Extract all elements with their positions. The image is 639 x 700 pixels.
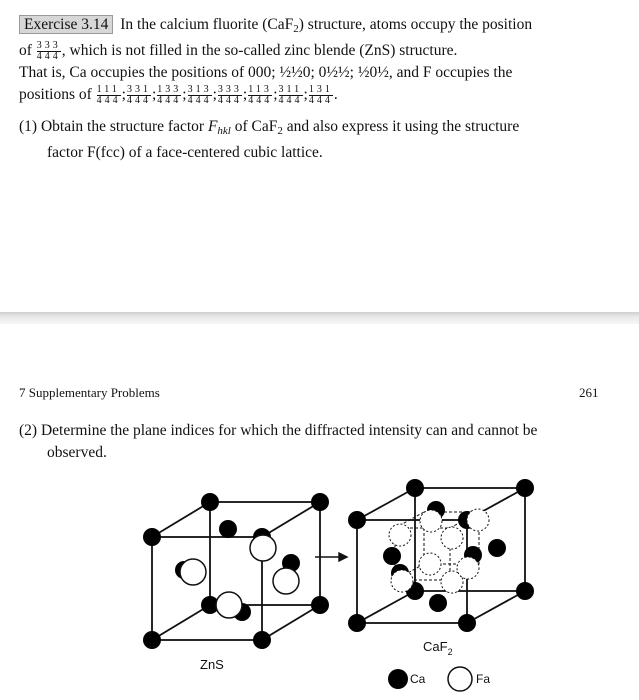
fa-atom [180, 559, 206, 585]
f-position-fraction: $\frac{113}{444}$ [248, 83, 273, 106]
position-fraction: $\frac{333}{444}$ [36, 39, 61, 62]
fa-atom [391, 570, 413, 592]
ca-atom [458, 614, 476, 632]
caf2-label: CaF$_2$ [423, 639, 453, 657]
ca-atom [406, 479, 424, 497]
f-position-fraction: $\frac{311}{444}$ [278, 83, 303, 106]
zns-label: ZnS [200, 657, 224, 672]
f-position-fraction: $\frac{333}{444}$ [217, 83, 242, 106]
ca-atom [253, 631, 271, 649]
fa-atom [467, 509, 489, 531]
ca-atom [143, 631, 161, 649]
ca-atom [348, 614, 366, 632]
question-2: (2) Determine the plane indices for which the diffracted intensity can and cannot be observed. [19, 422, 538, 461]
ca-atom [429, 594, 447, 612]
fa-atom [457, 557, 479, 579]
fa-atom [419, 553, 441, 575]
exercise-line-2: of $\frac{333}{444}$ , which is not filled in the so-called zinc blende (ZnS) structure. [19, 39, 458, 62]
f-position-fraction: $\frac{131}{444}$ [308, 83, 333, 106]
f-position-fraction: $\frac{133}{444}$ [157, 83, 182, 106]
legend-fa-label: Fa [476, 672, 491, 686]
exercise-label: Exercise 3.14 [19, 15, 113, 34]
running-head: 7 Supplementary Problems [19, 385, 160, 400]
ca-atom [516, 479, 534, 497]
fa-atom [441, 527, 463, 549]
caf2-atoms [348, 479, 534, 632]
ca-atom [311, 596, 329, 614]
legend-ca-marker [388, 669, 408, 689]
exercise-line-4: positions of $\frac{111}{444}$ ; $\frac{331}{444}$ ; $\frac{133}{444}$ ; $\frac{313}{444}$ ; $\frac{333}{444}$ ; $\frac{113}{444}$ ; $\frac{311}{444}$ ; $\frac{131}{444}$ . [19, 83, 338, 106]
legend-ca-label: Ca [410, 672, 426, 686]
legend [388, 667, 490, 691]
f-position-fraction: $\frac{313}{444}$ [187, 83, 212, 106]
exercise-line-3: That is, Ca occupies the positions of 000; ½½0; 0½½; ½0½, and F occupies the [19, 64, 513, 81]
zns-front-face [152, 537, 262, 640]
fa-atom [273, 568, 299, 594]
question-1: (1) Obtain the structure factor $F_{hkl}$ of CaF$_2$ and also express it using the structure factor F(fcc) of a face-centered cubic lattice. [19, 118, 520, 161]
ca-atom [201, 493, 219, 511]
f-position-fraction: $\frac{111}{444}$ [96, 83, 121, 106]
fa-atom [389, 524, 411, 546]
ca-atom [488, 539, 506, 557]
fa-atom [250, 535, 276, 561]
zns-atoms [143, 493, 329, 649]
ca-atom [143, 528, 161, 546]
ca-atom [383, 547, 401, 565]
ca-atom [311, 493, 329, 511]
ca-atom [219, 520, 237, 538]
exercise-line-1: Exercise 3.14 In the calcium fluorite (CaF$_2$) structure, atoms occupy the position [19, 14, 604, 40]
fa-atom [420, 510, 442, 532]
fa-atom [216, 592, 242, 618]
legend-fa-marker [448, 667, 472, 691]
f-positions-list: $\frac{111}{444}$ ; $\frac{331}{444}$ ; $\frac{133}{444}$ ; $\frac{313}{444}$ ; $\frac{333}{444}$ ; $\frac{113}{444}$ ; $\frac{311}{444}$ ; $\frac{131}{444}$ [96, 83, 333, 106]
f-position-fraction: $\frac{331}{444}$ [126, 83, 151, 106]
page-number: 261 [579, 385, 599, 400]
ca-atom [516, 582, 534, 600]
ca-atom [348, 511, 366, 529]
